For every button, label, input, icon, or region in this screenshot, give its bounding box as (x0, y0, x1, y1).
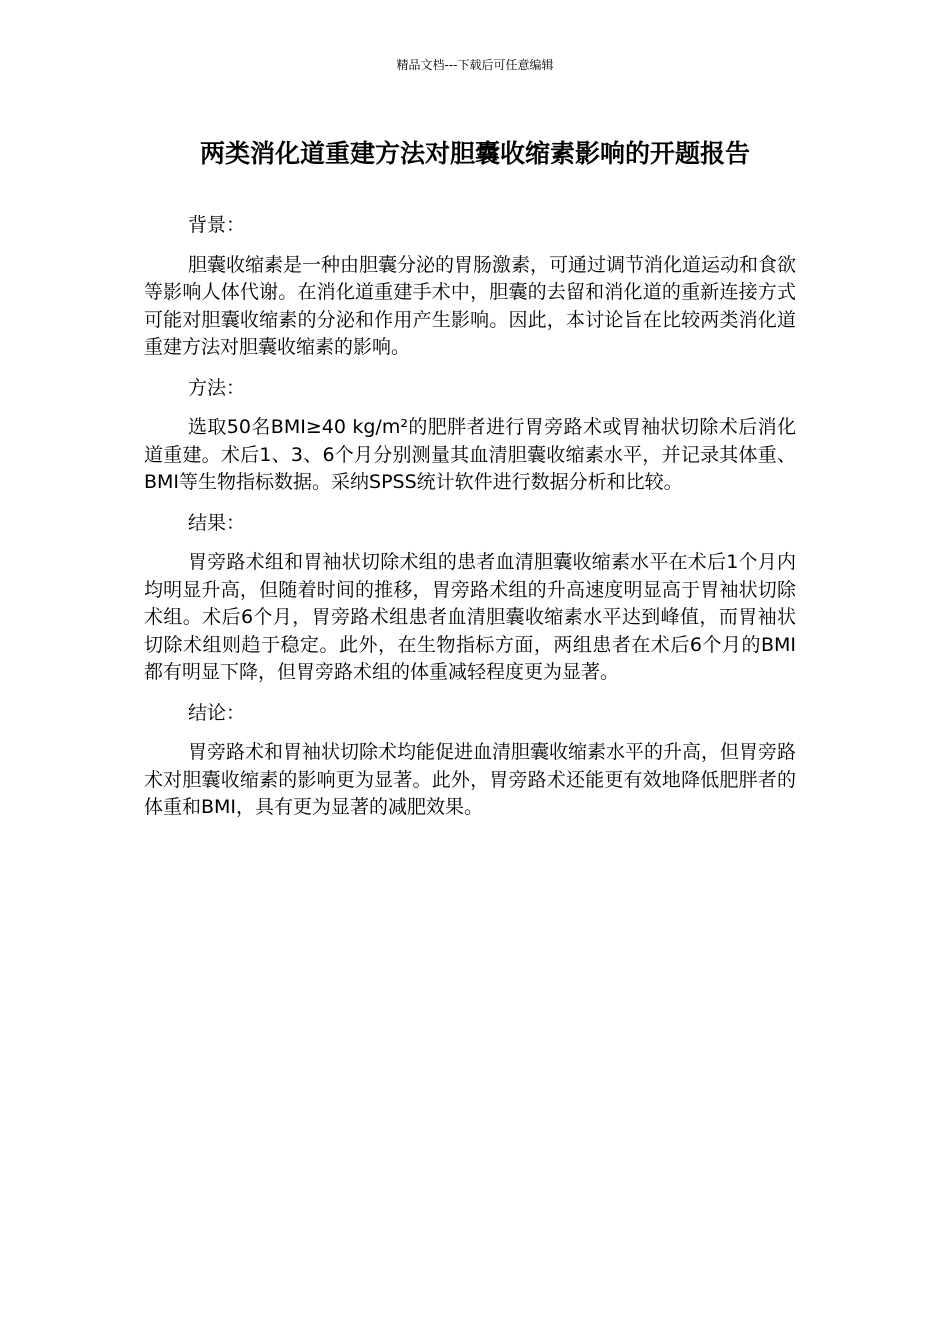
section-heading-methods: 方法： (188, 376, 246, 399)
document-body (144, 212, 796, 835)
section-body-conclusion: 胃旁路术和胃袖状切除术均能促进血清胆囊收缩素水平的升高，但胃旁路术对胆囊收缩素的影响更为显著。此外，胃旁路术还能更有效地降低肥胖者的体重和BMI，具有更为显著的减肥效果。 (144, 741, 797, 818)
section-body-methods: 选取50名BMI≥40 kg/m²的肥胖者进行胃旁路术或胃袖状切除术后消化道重建。术后1、3、6个月分别测量其血清胆囊收缩素水平，并记录其体重、BMI等生物指标数据。采纳SPSS统计软件进行数据分析和比较。 (144, 416, 796, 493)
section-heading-conclusion: 结论： (188, 701, 246, 724)
section-heading-results: 结果： (188, 511, 246, 534)
section-heading-background: 背景： (188, 214, 246, 236)
section-body-results: 胃旁路术组和胃袖状切除术组的患者血清胆囊收缩素水平在术后1个月内均明显升高，但随着时间的推移，胃旁路术组的升高速度明显高于胃袖状切除术组。术后6个月，胃旁路术组患者血清胆囊收缩素水平达到峰值，而胃袖状切除术组则趋于稳定。此外，在生物指标方面，两组患者在术后6个月的BMI都有明显下降，但胃旁路术组的体重减轻程度更为显著。 (144, 551, 796, 683)
document-title: 两类消化道重建方法对胆囊收缩素影响的开题报告 (199, 139, 750, 168)
page-header: 精品文档---下载后可任意编辑 (396, 58, 554, 72)
section-body-background: 胆囊收缩素是一种由胆囊分泌的胃肠激素，可通过调节消化道运动和食欲等影响人体代谢。在消化道重建手术中，胆囊的去留和消化道的重新连接方式可能对胆囊收缩素的分泌和作用产生影响。因此，本讨论旨在比较两类消化道重建方法对胆囊收缩素的影响。 (144, 253, 797, 358)
